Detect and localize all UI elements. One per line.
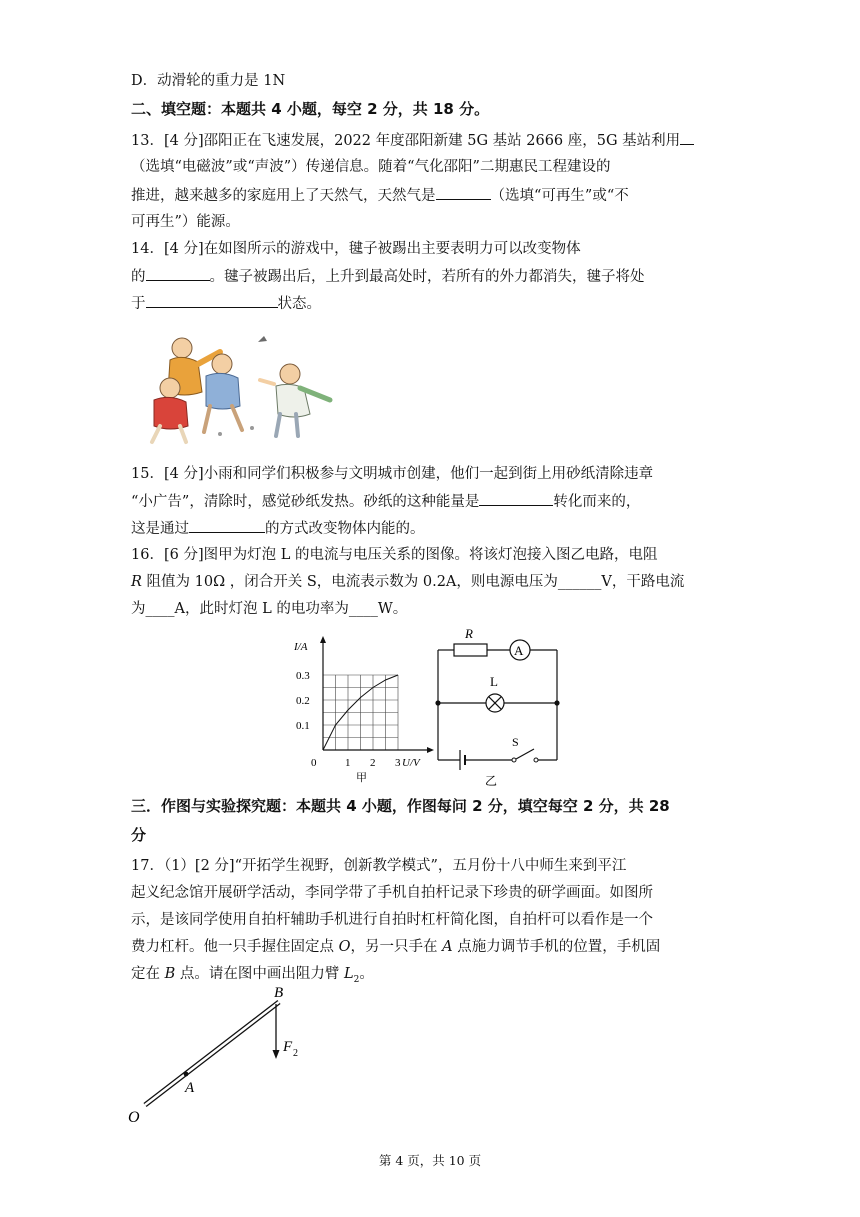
graph-grid xyxy=(323,675,398,750)
q17-subscript: 2 xyxy=(353,974,360,985)
x-axis-label: U/V xyxy=(402,757,420,769)
q17-var-l: L xyxy=(343,966,354,982)
section-2-heading: 二、填空题：本题共 4 小题，每空 2 分，共 18 分。 xyxy=(131,100,490,118)
q17-line-3: 示，是该同学使用自拍杆辅助手机进行自拍时杠杆简化图，自拍杆可以看作是一个 xyxy=(131,912,653,928)
q13-text: 13．[4 分]邵阳正在飞速发展，2022 年度邵阳新建 5G 基站 2666 座，5G 基站利用 xyxy=(131,133,681,149)
q15-text: “小广告”，清除时，感觉砂纸发热。砂纸的这种能量是 xyxy=(131,494,480,510)
q17-line-4 xyxy=(131,937,660,957)
x-tick-label: 2 xyxy=(370,757,376,769)
q16-line-2 xyxy=(131,572,684,592)
q17-var-a: A xyxy=(442,939,453,955)
q16-line-3: 为____A，此时灯泡 L 的电功率为____W。 xyxy=(131,601,408,617)
q13-blank-2[interactable] xyxy=(436,185,491,200)
q14-blank-1[interactable] xyxy=(146,266,210,281)
q15-text: 转化而来的， xyxy=(553,494,641,510)
q13-line-3 xyxy=(131,185,629,206)
switch-s xyxy=(516,749,534,759)
x-tick-label: 3 xyxy=(395,757,401,769)
q17-text: 点施力调节手机的位置，手机固 xyxy=(452,939,661,955)
q14-line-1: 14．[4 分]在如图所示的游戏中，毽子被踢出主要表明力可以改变物体 xyxy=(131,241,581,257)
y-tick-label: 0.2 xyxy=(296,695,310,707)
q15-line-1: 15．[4 分]小雨和同学们积极参与文明城市创建，他们一起到街上用砂纸清除违章 xyxy=(131,466,654,482)
q13-text: （选填“可再生”或“不 xyxy=(490,188,629,204)
point-a xyxy=(184,1072,189,1077)
q15-blank-1[interactable] xyxy=(479,491,553,506)
q16-var-r: R xyxy=(131,574,142,590)
x-tick-label: 0 xyxy=(311,757,317,769)
ammeter-label: A xyxy=(514,643,524,658)
y-axis-arrow xyxy=(320,636,326,643)
x-tick-label: 1 xyxy=(345,757,351,769)
shuttlecock-game-illustration xyxy=(140,330,340,445)
selfie-stick-lever-diagram[interactable] xyxy=(125,980,325,1130)
y-tick-label: 0.3 xyxy=(296,670,310,682)
q13-line-4: 可再生”）能源。 xyxy=(131,214,240,230)
graph-caption: 甲 xyxy=(356,772,367,784)
q17-line-1: 17．（1）[2 分]“开拓学生视野，创新教学模式”，五月份十八中师生来到平江 xyxy=(131,858,627,874)
switch-label: S xyxy=(512,735,519,749)
label-a: A xyxy=(185,1080,195,1096)
q17-line-2: 起义纪念馆开展研学活动，李同学带了手机自拍杆记录下珍贵的研学画面。如图所 xyxy=(131,885,653,901)
label-f-sub: 2 xyxy=(293,1048,298,1059)
y-tick-label: 0.1 xyxy=(296,720,310,732)
q17-var-b: B xyxy=(164,966,176,982)
label-f: F xyxy=(283,1039,293,1055)
q14-text: 。毽子被踢出后，上升到最高处时，若所有的外力都消失，毽子将处 xyxy=(209,269,645,285)
q14-text: 于 xyxy=(131,296,146,312)
q14-line-2 xyxy=(131,266,645,287)
q13-line-2: （选填“电磁波”或“声波”）传递信息。随着“气化邵阳”二期惠民工程建设的 xyxy=(131,159,611,175)
q14-blank-2[interactable] xyxy=(146,293,278,308)
section-3-heading-line-1: 三．作图与实验探究题：本题共 4 小题，作图每问 2 分，填空每空 2 分，共 28 xyxy=(131,797,670,815)
q17-var-o: O xyxy=(338,939,351,955)
circuit-caption: 乙 xyxy=(485,774,498,788)
prev-option-d: D．动滑轮的重力是 1N xyxy=(131,73,286,89)
page-footer: 第 4 页，共 10 页 xyxy=(378,1153,482,1168)
label-o: O xyxy=(128,1109,140,1126)
q17-text: 定在 xyxy=(131,966,165,982)
iv-graph xyxy=(292,632,437,792)
q17-text: 。 xyxy=(359,966,374,982)
section-3-heading-line-2: 分 xyxy=(131,826,147,844)
resistor-label: R xyxy=(465,626,473,641)
lamp-label: L xyxy=(490,674,498,689)
q17-text: 点。请在图中画出阻力臂 xyxy=(175,966,344,982)
resistor-r xyxy=(454,644,487,656)
q14-text: 状态。 xyxy=(277,296,321,312)
q14-text: 的 xyxy=(131,269,146,285)
q14-line-3 xyxy=(131,293,321,314)
circuit-diagram xyxy=(430,624,565,790)
q15-line-2 xyxy=(131,491,640,512)
q13-blank-1[interactable] xyxy=(680,130,694,145)
q15-text: 的方式改变物体内能的。 xyxy=(265,521,425,537)
y-axis-label: I/A xyxy=(294,641,308,653)
label-b: B xyxy=(274,985,284,1001)
q15-line-3 xyxy=(131,518,425,539)
q16-line-1: 16．[6 分]图甲为灯泡 L 的电流与电压关系的图像。将该灯泡接入图乙电路，电阻 xyxy=(131,547,658,563)
q16-text: 阻值为 10Ω ，闭合开关 S，电流表示数为 0.2A，则电源电压为______V，干路电流 xyxy=(141,574,685,590)
q15-text: 这是通过 xyxy=(131,521,189,537)
q17-text: 费力杠杆。他一只手握住固定点 xyxy=(131,939,339,955)
q13-line-1 xyxy=(131,130,694,151)
q15-blank-2[interactable] xyxy=(189,518,265,533)
q13-text: 推进，越来越多的家庭用上了天然气，天然气是 xyxy=(131,188,436,204)
q17-text: ，另一只手在 xyxy=(350,939,443,955)
